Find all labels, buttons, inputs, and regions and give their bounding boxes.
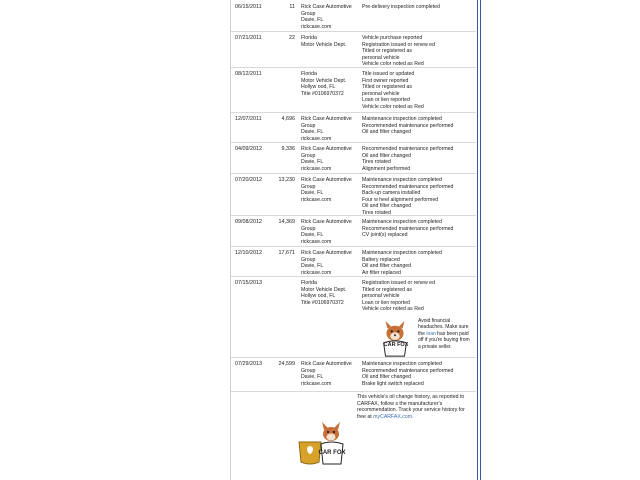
page-right-border bbox=[477, 0, 481, 480]
source-line: Davie, FL bbox=[301, 232, 324, 239]
source-line: Davie, FL bbox=[301, 263, 324, 270]
record-details bbox=[362, 280, 476, 313]
detail-line: Tires rotated bbox=[362, 209, 391, 216]
record-date: 07/15/2013 bbox=[235, 280, 262, 286]
detail-line: Recommended maintenance performed bbox=[362, 183, 454, 190]
detail-line: Battery replaced bbox=[362, 256, 400, 263]
source-line: Rick Case Automotive bbox=[301, 146, 352, 152]
record-date: 12/10/2012 bbox=[235, 250, 262, 256]
note-line-4 bbox=[357, 414, 477, 421]
history-row bbox=[231, 31, 476, 68]
detail-line: Vehicle color noted as Red bbox=[362, 103, 424, 110]
loan-link[interactable]: loan bbox=[426, 330, 436, 337]
source-line: rickcase.com bbox=[301, 165, 332, 172]
source-line: Davie, FL bbox=[301, 17, 324, 24]
detail-line: Brake light switch replaced bbox=[362, 380, 424, 387]
source-line: Florida bbox=[301, 35, 317, 41]
record-odometer: 9,336 bbox=[281, 146, 295, 152]
history-row bbox=[231, 112, 476, 143]
history-row bbox=[231, 215, 476, 247]
detail-line: Registration issued or renew ed bbox=[362, 41, 435, 48]
note-line-2: CARFAX, follow s the manufacturer's bbox=[357, 400, 443, 407]
record-details bbox=[362, 250, 476, 276]
detail-line: Oil and filter changed bbox=[362, 203, 412, 210]
source-line: Title #0106970372 bbox=[301, 299, 344, 306]
source-line: Motor Vehicle Dept. bbox=[301, 286, 347, 293]
record-odometer: 13,230 bbox=[278, 177, 295, 183]
source-line: Group bbox=[301, 152, 316, 159]
record-source bbox=[301, 177, 361, 203]
record-date: 07/21/2011 bbox=[235, 35, 262, 41]
detail-line: Vehicle color noted as Red bbox=[362, 61, 424, 68]
history-row bbox=[231, 246, 476, 277]
record-odometer: 22 bbox=[289, 35, 295, 41]
record-details bbox=[362, 219, 476, 239]
tip-line-2: headaches. Make sure bbox=[418, 324, 469, 331]
detail-line: personal vehicle bbox=[362, 54, 400, 61]
carfox-logo bbox=[382, 341, 410, 353]
source-line: rickcase.com bbox=[301, 269, 332, 276]
detail-line: Title issued or updated bbox=[362, 71, 415, 77]
detail-line: Back-up camera installed bbox=[362, 190, 421, 197]
tip-line-5: a private seller. bbox=[418, 343, 452, 350]
source-line: Rick Case Automotive bbox=[301, 177, 352, 183]
history-row bbox=[231, 173, 476, 216]
note-line-4-pre: free at bbox=[357, 413, 374, 420]
source-line: rickcase.com bbox=[301, 135, 332, 142]
record-details bbox=[362, 146, 476, 172]
note-line-1: This vehicle's oil change history, as reported to bbox=[357, 394, 465, 400]
source-line: Group bbox=[301, 256, 316, 263]
detail-line: personal vehicle bbox=[362, 90, 400, 97]
detail-line: Oil and filter changed bbox=[362, 263, 412, 270]
detail-line: Maintenance inspection completed bbox=[362, 219, 442, 225]
record-details bbox=[362, 361, 476, 387]
detail-line: Titled or registered as bbox=[362, 48, 412, 55]
source-line: Davie, FL bbox=[301, 159, 324, 166]
detail-line: Recommended maintenance performed bbox=[362, 146, 454, 152]
source-line: Davie, FL bbox=[301, 190, 324, 197]
detail-line: Vehicle color noted as Red bbox=[362, 306, 424, 313]
record-details bbox=[362, 71, 476, 111]
oil-change-note bbox=[357, 394, 477, 420]
record-source bbox=[301, 35, 361, 48]
record-source bbox=[301, 4, 361, 30]
history-row bbox=[231, 0, 476, 32]
record-source bbox=[301, 280, 361, 306]
detail-line: Loan or lien reported bbox=[362, 97, 410, 104]
source-line: Group bbox=[301, 225, 316, 232]
detail-line: personal vehicle bbox=[362, 293, 400, 300]
record-source bbox=[301, 361, 361, 387]
tip-line-4: off if you're buying from bbox=[418, 337, 470, 344]
detail-line: CV joint(s) replaced bbox=[362, 232, 408, 239]
record-details bbox=[362, 116, 476, 136]
record-source bbox=[301, 116, 361, 142]
detail-line: Maintenance inspection completed bbox=[362, 250, 442, 256]
source-line: Group bbox=[301, 367, 316, 374]
detail-line: Vehicle purchase reported bbox=[362, 35, 423, 41]
detail-line: Titled or registered as bbox=[362, 286, 412, 293]
detail-line: Pre-delivery inspection completed bbox=[362, 4, 440, 10]
source-line: Title #0106970372 bbox=[301, 90, 344, 97]
record-odometer: 14,369 bbox=[278, 219, 295, 225]
note-line-3: recommendation. Track your service history for bbox=[357, 407, 465, 414]
financial-tip bbox=[376, 318, 476, 358]
detail-line: Air filter replaced bbox=[362, 269, 401, 276]
carfox-logo-text: CAR FOX bbox=[383, 342, 409, 348]
detail-line: Tires rotated bbox=[362, 159, 391, 166]
tip-line-3-post: has been paid bbox=[435, 330, 469, 337]
record-source bbox=[301, 146, 361, 172]
detail-line: Registration issued or renew ed bbox=[362, 280, 435, 286]
tip-line-3-pre: the bbox=[418, 330, 427, 337]
source-line: Rick Case Automotive bbox=[301, 116, 352, 122]
record-odometer: 11 bbox=[289, 4, 295, 10]
source-line: Group bbox=[301, 10, 316, 17]
note-line-4-post: . bbox=[412, 413, 414, 420]
source-line: Hollyw ood, FL bbox=[301, 293, 336, 300]
detail-line: Recommended maintenance performed bbox=[362, 367, 454, 374]
source-line: Davie, FL bbox=[301, 129, 324, 136]
source-line: Florida bbox=[301, 280, 317, 286]
source-line: Rick Case Automotive bbox=[301, 361, 352, 367]
record-date: 04/09/2012 bbox=[235, 146, 262, 152]
record-date: 07/29/2013 bbox=[235, 361, 262, 367]
record-date: 12/07/2011 bbox=[235, 116, 262, 122]
source-line: Florida bbox=[301, 71, 317, 77]
history-row bbox=[231, 357, 476, 392]
source-line: Motor Vehicle Dept. bbox=[301, 77, 347, 84]
oil-change-badge-icon bbox=[297, 420, 349, 466]
detail-line: Oil and filter changed bbox=[362, 374, 412, 381]
badge-logo-text: CAR FOX bbox=[318, 450, 346, 456]
source-line: Motor Vehicle Dept. bbox=[301, 41, 347, 48]
record-date: 09/08/2012 bbox=[235, 219, 262, 225]
detail-line: Maintenance inspection completed bbox=[362, 116, 442, 122]
mycarfax-link[interactable]: myCARFAX.com bbox=[373, 413, 413, 420]
detail-line: Four w heel alignment performed bbox=[362, 196, 439, 203]
detail-line: Recommended maintenance performed bbox=[362, 122, 454, 129]
detail-line: Alignment performed bbox=[362, 165, 411, 172]
history-row bbox=[231, 142, 476, 174]
record-source bbox=[301, 250, 361, 276]
source-line: rickcase.com bbox=[301, 238, 332, 245]
record-date: 06/15/2011 bbox=[235, 4, 262, 10]
source-line: Rick Case Automotive bbox=[301, 4, 352, 10]
source-line: rickcase.com bbox=[301, 196, 332, 203]
detail-line: Recommended maintenance performed bbox=[362, 225, 454, 232]
record-source bbox=[301, 71, 361, 97]
detail-line: Loan or lien reported bbox=[362, 299, 410, 306]
record-details bbox=[362, 4, 476, 11]
source-line: Group bbox=[301, 122, 316, 129]
source-line: Rick Case Automotive bbox=[301, 250, 352, 256]
source-line: Rick Case Automotive bbox=[301, 219, 352, 225]
source-line: Davie, FL bbox=[301, 374, 324, 381]
record-source bbox=[301, 219, 361, 245]
detail-line: First owner reported bbox=[362, 77, 409, 84]
record-date: 07/20/2012 bbox=[235, 177, 262, 183]
detail-line: Maintenance inspection completed bbox=[362, 177, 442, 183]
source-line: Group bbox=[301, 183, 316, 190]
tip-line-1: Avoid financial bbox=[418, 318, 451, 324]
history-row bbox=[231, 67, 476, 113]
vehicle-history-page bbox=[230, 0, 485, 480]
record-details bbox=[362, 177, 476, 217]
source-line: Hollyw ood, FL bbox=[301, 84, 336, 91]
detail-line: Oil and filter changed bbox=[362, 152, 412, 159]
record-odometer: 24,599 bbox=[278, 361, 295, 367]
tip-text bbox=[418, 318, 476, 350]
detail-line: Maintenance inspection completed bbox=[362, 361, 442, 367]
record-details bbox=[362, 35, 476, 68]
record-date: 08/12/2011 bbox=[235, 71, 262, 77]
detail-line: Oil and filter changed bbox=[362, 129, 412, 136]
record-odometer: 17,671 bbox=[278, 250, 295, 256]
source-line: rickcase.com bbox=[301, 23, 332, 30]
detail-line: Titled or registered as bbox=[362, 84, 412, 91]
record-odometer: 4,696 bbox=[281, 116, 295, 122]
source-line: rickcase.com bbox=[301, 380, 332, 387]
